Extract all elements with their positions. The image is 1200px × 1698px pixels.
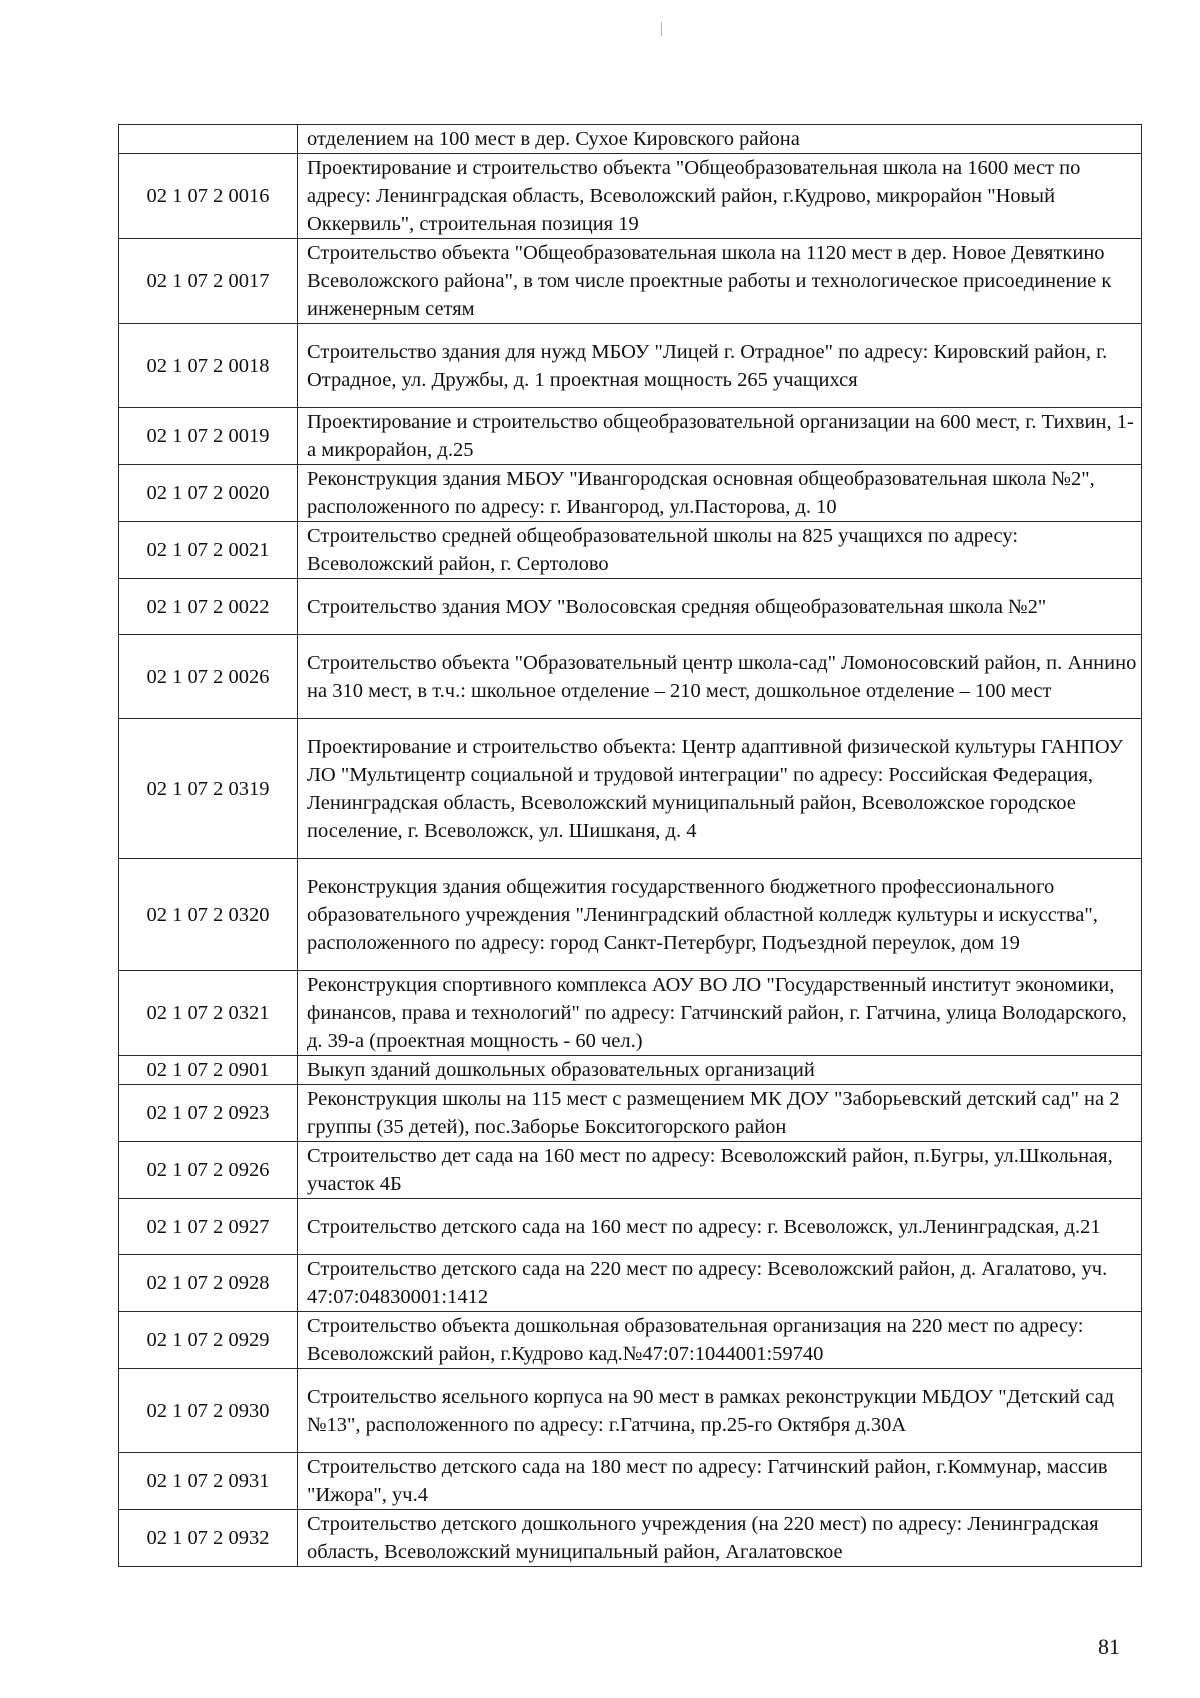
table-row	[119, 579, 1142, 635]
row-description: Проектирование и строительство объекта "Общеобразовательная школа на 1600 мест по адресу: Ленинградская область, Всеволожский район, г.Кудрово, микрорайон "Новый Оккервиль", строительная позиция 19	[298, 154, 1142, 239]
row-description: Строительство объекта дошкольная образовательная организация на 220 мест по адресу: Всеволожский район, г.Кудрово кад.№47:07:1044001:59740	[298, 1312, 1142, 1369]
table-row	[119, 408, 1142, 465]
row-description: Строительство детского сада на 160 мест по адресу: г. Всеволожск, ул.Ленинградская, д.21	[298, 1199, 1142, 1255]
budget-code-table	[118, 124, 1142, 1567]
table-row	[119, 1369, 1142, 1453]
row-code: 02 1 07 2 0017	[119, 239, 298, 324]
row-code: 02 1 07 2 0931	[119, 1453, 298, 1510]
row-description: Строительство средней общеобразовательной школы на 825 учащихся по адресу: Всеволожский район, г. Сертолово	[298, 522, 1142, 579]
page-number: 81	[1098, 1634, 1120, 1659]
row-code: 02 1 07 2 0019	[119, 408, 298, 465]
row-code: 02 1 07 2 0018	[119, 324, 298, 408]
row-code: 02 1 07 2 0026	[119, 635, 298, 719]
row-code: 02 1 07 2 0021	[119, 522, 298, 579]
table-row	[119, 859, 1142, 971]
table-row	[119, 1255, 1142, 1312]
table-row	[119, 1142, 1142, 1199]
row-description: Проектирование и строительство общеобразовательной организации на 600 мест, г. Тихвин, 1-а микрорайон, д.25	[298, 408, 1142, 465]
row-code: 02 1 07 2 0929	[119, 1312, 298, 1369]
table-row	[119, 1312, 1142, 1369]
row-code: 02 1 07 2 0928	[119, 1255, 298, 1312]
row-code: 02 1 07 2 0923	[119, 1085, 298, 1142]
table-row	[119, 1510, 1142, 1567]
table-row	[119, 1199, 1142, 1255]
row-description: Реконструкция здания МБОУ "Ивангородская основная общеобразовательная школа №2", расположенного по адресу: г. Ивангород, ул.Пасторова, д. 10	[298, 465, 1142, 522]
table-row	[119, 1056, 1142, 1085]
row-code: 02 1 07 2 0320	[119, 859, 298, 971]
row-description: Строительство объекта "Образовательный центр школа-сад" Ломоносовский район, п. Аннино на 310 мест, в т.ч.: школьное отделение – 210 мест, дошкольное отделение – 100 мест	[298, 635, 1142, 719]
row-description: Строительство дет сада на 160 мест по адресу: Всеволожский район, п.Бугры, ул.Школьная, участок 4Б	[298, 1142, 1142, 1199]
table-row	[119, 125, 1142, 154]
row-description: Строительство детского сада на 220 мест по адресу: Всеволожский район, д. Агалатово, уч. 47:07:04830001:1412	[298, 1255, 1142, 1312]
row-description: Реконструкция спортивного комплекса АОУ ВО ЛО "Государственный институт экономики, финансов, права и технологий" по адресу: Гатчинский район, г. Гатчина, улица Володарского, д. 39-а (проектная мощность - 60 чел.)	[298, 971, 1142, 1056]
table-row	[119, 1453, 1142, 1510]
table-row	[119, 1085, 1142, 1142]
row-description: Проектирование и строительство объекта: Центр адаптивной физической культуры ГАНПОУ ЛО "Мультицентр социальной и трудовой интеграции" по адресу: Российская Федерация, Ленинградская область, Всеволожский муниципальный район, Всеволожское городское поселение, г. Всеволожск, ул. Шишканя, д. 4	[298, 719, 1142, 859]
row-code: 02 1 07 2 0926	[119, 1142, 298, 1199]
row-code: 02 1 07 2 0319	[119, 719, 298, 859]
row-description: Строительство детского сада на 180 мест по адресу: Гатчинский район, г.Коммунар, массив "Ижора", уч.4	[298, 1453, 1142, 1510]
table-row	[119, 719, 1142, 859]
table-row	[119, 239, 1142, 324]
scan-artifact	[661, 22, 662, 36]
row-description: Строительство детского дошкольного учреждения (на 220 мест) по адресу: Ленинградская область, Всеволожский муниципальный район, Агалатовское	[298, 1510, 1142, 1567]
row-code: 02 1 07 2 0321	[119, 971, 298, 1056]
row-description: Строительство здания для нужд МБОУ "Лицей г. Отрадное" по адресу: Кировский район, г. Отрадное, ул. Дружбы, д. 1 проектная мощность 265 учащихся	[298, 324, 1142, 408]
row-code: 02 1 07 2 0930	[119, 1369, 298, 1453]
row-code: 02 1 07 2 0901	[119, 1056, 298, 1085]
table-row	[119, 324, 1142, 408]
table-row	[119, 635, 1142, 719]
row-code: 02 1 07 2 0022	[119, 579, 298, 635]
row-description: Выкуп зданий дошкольных образовательных организаций	[298, 1056, 1142, 1085]
table-row	[119, 522, 1142, 579]
table-row	[119, 154, 1142, 239]
row-code: 02 1 07 2 0020	[119, 465, 298, 522]
row-description: Строительство здания МОУ "Волосовская средняя общеобразовательная школа №2"	[298, 579, 1142, 635]
row-description: Строительство объекта "Общеобразовательная школа на 1120 мест в дер. Новое Девяткино Всеволожского района", в том числе проектные работы и технологическое присоединение к инженерным сетям	[298, 239, 1142, 324]
row-description: Строительство ясельного корпуса на 90 мест в рамках реконструкции МБДОУ "Детский сад №13", расположенного по адресу: г.Гатчина, пр.25-го Октября д.30А	[298, 1369, 1142, 1453]
row-code: 02 1 07 2 0932	[119, 1510, 298, 1567]
row-description: отделением на 100 мест в дер. Сухое Кировского района	[298, 125, 1142, 154]
table-row	[119, 465, 1142, 522]
table-row	[119, 971, 1142, 1056]
row-description: Реконструкция школы на 115 мест с размещением МК ДОУ "Заборьевский детский сад" на 2 группы (35 детей), пос.Заборье Бокситогорского район	[298, 1085, 1142, 1142]
row-code	[119, 125, 298, 154]
row-description: Реконструкция здания общежития государственного бюджетного профессионального образовательного учреждения "Ленинградский областной колледж культуры и искусства", расположенного по адресу: город Санкт-Петербург, Подъездной переулок, дом 19	[298, 859, 1142, 971]
row-code: 02 1 07 2 0927	[119, 1199, 298, 1255]
row-code: 02 1 07 2 0016	[119, 154, 298, 239]
